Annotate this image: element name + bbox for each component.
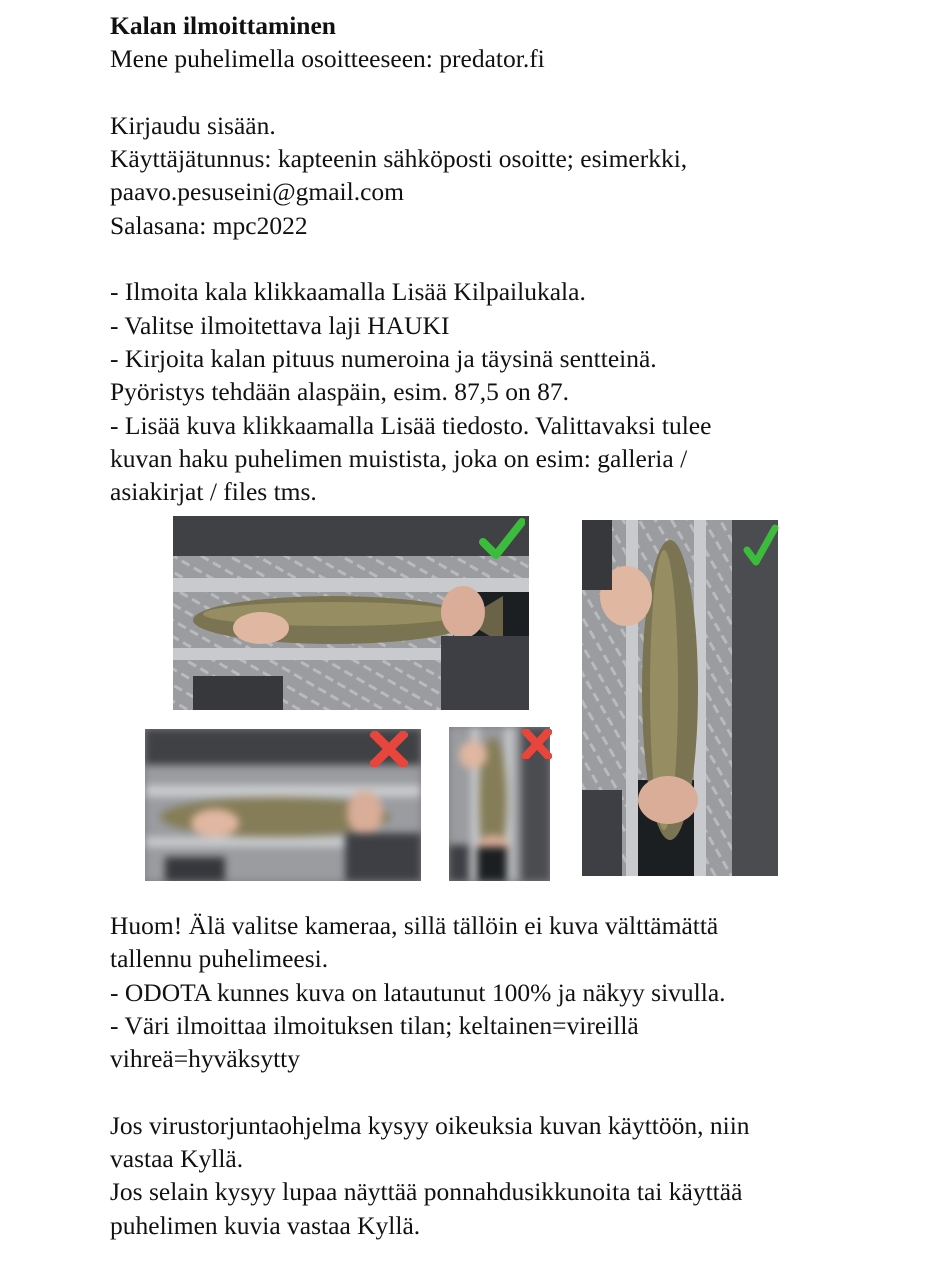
- note-line: - ODOTA kunnes kuva on latautunut 100% ja näkyy sivulla.: [110, 977, 726, 1007]
- step-line: - Ilmoita kala klikkaamalla Lisää Kilpailukala.: [110, 277, 586, 307]
- step-line: - Lisää kuva klikkaamalla Lisää tiedosto. Valittavaksi tulee: [110, 410, 712, 440]
- photo-good-horizontal: [173, 516, 529, 710]
- note-line: - Väri ilmoittaa ilmoituksen tilan; keltainen=vireillä: [110, 1010, 639, 1040]
- step-line: - Kirjoita kalan pituus numeroina ja täysinä sentteinä.: [110, 343, 657, 373]
- permission-line: vastaa Kyllä.: [110, 1144, 244, 1174]
- permission-line: puhelimen kuvia vastaa Kyllä.: [110, 1210, 421, 1240]
- permission-line: Jos selain kysyy lupaa näyttää ponnahdusikkunoita tai käyttää: [110, 1177, 743, 1207]
- green-checkmark-icon: [479, 518, 525, 560]
- step-line: Pyöristys tehdään alaspäin, esim. 87,5 on 87.: [110, 377, 569, 407]
- red-x-icon: [370, 731, 408, 767]
- note-line: vihreä=hyväksytty: [110, 1044, 301, 1074]
- step-line: - Valitse ilmoitettava laji HAUKI: [110, 310, 450, 340]
- intro-line: Mene puhelimella osoitteeseen: predator.fi: [110, 44, 545, 74]
- step-line: kuvan haku puhelimen muistista, joka on esim: galleria /: [110, 443, 688, 473]
- step-line: asiakirjat / files tms.: [110, 477, 317, 507]
- red-x-icon: [522, 729, 552, 759]
- login-line: paavo.pesuseini@gmail.com: [110, 177, 404, 207]
- page-title: Kalan ilmoittaminen: [110, 11, 336, 40]
- login-line: Kirjaudu sisään.: [110, 110, 276, 140]
- instructions-bottom: [110, 909, 890, 1242]
- green-checkmark-icon: [743, 524, 779, 568]
- login-line: Salasana: mpc2022: [110, 210, 308, 240]
- instructions-top: [110, 9, 890, 508]
- note-line: Huom! Älä valitse kameraa, sillä tällöin ei kuva välttämättä: [110, 911, 719, 940]
- note-line: tallennu puhelimeesi.: [110, 944, 329, 974]
- permission-line: Jos virustorjuntaohjelma kysyy oikeuksia kuvan käyttöön, niin: [110, 1110, 750, 1140]
- login-line: Käyttäjätunnus: kapteenin sähköposti osoitte; esimerkki,: [110, 144, 688, 174]
- photo-good-vertical: [582, 520, 778, 876]
